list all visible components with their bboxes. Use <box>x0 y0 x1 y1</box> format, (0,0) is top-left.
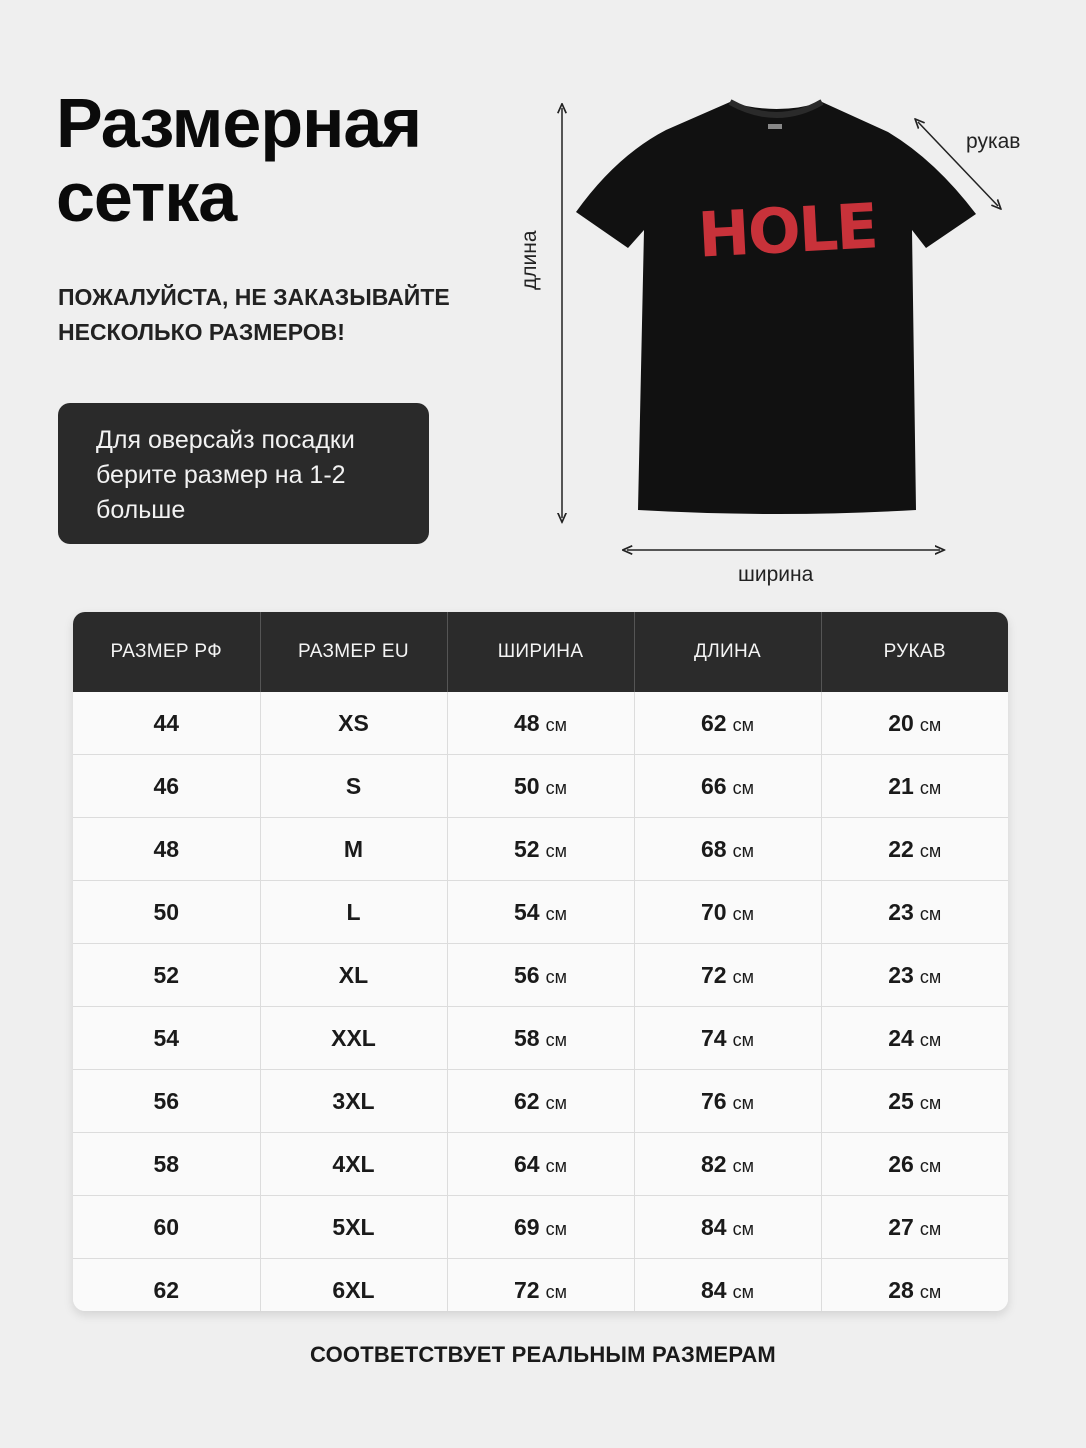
length-label: длина <box>518 230 541 290</box>
table-row <box>73 755 1008 818</box>
cell-size-eu <box>260 818 447 881</box>
cell-size-ru <box>73 881 260 944</box>
unit-label: см <box>919 777 942 798</box>
size-table-card <box>73 612 1008 1311</box>
table-row <box>73 881 1008 944</box>
cell-size-ru <box>73 755 260 818</box>
cell-value: 69 <box>514 1213 540 1240</box>
table-row <box>73 818 1008 881</box>
cell-value: 56 <box>153 1087 180 1114</box>
cell-length <box>634 755 821 818</box>
cell-length <box>634 1196 821 1259</box>
unit-label: см <box>732 903 754 924</box>
cell-value: 58 <box>153 1150 180 1177</box>
unit-label: см <box>919 1281 942 1302</box>
tshirt-illustration <box>540 90 1020 590</box>
cell-value: 6XL <box>332 1276 375 1303</box>
cell-size-eu <box>260 755 447 818</box>
unit-label: см <box>919 840 942 861</box>
cell-width <box>447 1259 634 1312</box>
cell-sleeve <box>821 1259 1008 1312</box>
cell-width <box>447 1196 634 1259</box>
cell-width <box>447 1133 634 1196</box>
header-length: ДЛИНА <box>634 612 821 692</box>
cell-value: 76 <box>701 1087 727 1114</box>
cell-value: 58 <box>514 1024 540 1051</box>
unit-label: см <box>919 1155 942 1176</box>
note-line-3: больше <box>96 496 186 524</box>
unit-label: см <box>919 903 942 924</box>
cell-sleeve <box>821 818 1008 881</box>
unit-label: см <box>545 1155 567 1176</box>
cell-value: 56 <box>514 961 540 988</box>
unit-label: см <box>545 1029 567 1050</box>
tshirt-shape <box>576 102 976 514</box>
cell-length <box>634 692 821 755</box>
cell-length <box>634 944 821 1007</box>
cell-value: 23 <box>888 961 914 988</box>
unit-label: см <box>545 966 567 987</box>
unit-label: см <box>919 1218 942 1239</box>
cell-sleeve <box>821 755 1008 818</box>
unit-label: см <box>919 1029 942 1050</box>
cell-value: 50 <box>153 898 180 925</box>
unit-label: см <box>919 1092 942 1113</box>
cell-length <box>634 818 821 881</box>
cell-size-ru <box>73 1070 260 1133</box>
title-line-2: сетка <box>56 158 237 236</box>
cell-size-ru <box>73 944 260 1007</box>
cell-size-eu <box>260 881 447 944</box>
unit-label: см <box>919 714 942 735</box>
cell-value: 84 <box>701 1213 727 1240</box>
cell-sleeve <box>821 692 1008 755</box>
cell-value: 22 <box>888 835 914 862</box>
cell-value: 82 <box>701 1150 727 1177</box>
cell-value: XL <box>338 961 369 988</box>
cell-value: 62 <box>514 1087 540 1114</box>
cell-value: 48 <box>153 835 180 862</box>
cell-width <box>447 881 634 944</box>
cell-size-eu <box>260 1196 447 1259</box>
cell-size-eu <box>260 1007 447 1070</box>
cell-width <box>447 1007 634 1070</box>
unit-label: см <box>732 1281 754 1302</box>
cell-sleeve <box>821 944 1008 1007</box>
unit-label: см <box>545 1218 567 1239</box>
cell-size-eu <box>260 944 447 1007</box>
unit-label: см <box>732 840 754 861</box>
unit-label: см <box>732 1155 754 1176</box>
table-row <box>73 1133 1008 1196</box>
page-title <box>56 86 421 234</box>
cell-value: 62 <box>153 1276 180 1303</box>
cell-length <box>634 1070 821 1133</box>
cell-size-ru <box>73 692 260 755</box>
oversize-note <box>58 403 429 544</box>
unit-label: см <box>545 777 567 798</box>
unit-label: см <box>732 966 754 987</box>
cell-length <box>634 1133 821 1196</box>
width-label: ширина <box>738 563 814 586</box>
cell-value: L <box>346 898 361 925</box>
cell-value: 28 <box>888 1276 914 1303</box>
tshirt-diagram <box>540 90 1020 590</box>
cell-value: 48 <box>514 709 540 736</box>
sleeve-label: рукав <box>966 130 1021 153</box>
cell-size-ru <box>73 1133 260 1196</box>
cell-value: 52 <box>153 961 180 988</box>
cell-value: XXL <box>331 1024 376 1051</box>
cell-value: 4XL <box>332 1150 375 1177</box>
cell-width <box>447 944 634 1007</box>
cell-value: 23 <box>888 898 914 925</box>
cell-value: 70 <box>701 898 727 925</box>
unit-label: см <box>545 714 567 735</box>
cell-value: M <box>343 835 364 862</box>
table-row <box>73 692 1008 755</box>
cell-value: 72 <box>514 1276 540 1303</box>
cell-size-eu <box>260 692 447 755</box>
cell-value: 64 <box>514 1150 540 1177</box>
cell-size-eu <box>260 1070 447 1133</box>
unit-label: см <box>545 903 567 924</box>
table-row <box>73 944 1008 1007</box>
cell-value: 5XL <box>332 1213 375 1240</box>
header-size-ru: РАЗМЕР РФ <box>73 612 260 692</box>
cell-value: 60 <box>153 1213 180 1240</box>
cell-value: 54 <box>153 1024 180 1051</box>
cell-value: 25 <box>888 1087 914 1114</box>
cell-value: 54 <box>514 898 540 925</box>
cell-value: XS <box>338 709 369 736</box>
table-header-row <box>73 612 1008 692</box>
unit-label: см <box>732 1218 754 1239</box>
cell-size-ru <box>73 818 260 881</box>
unit-label: см <box>732 1092 754 1113</box>
cell-length <box>634 881 821 944</box>
cell-value: S <box>345 772 362 799</box>
cell-sleeve <box>821 1196 1008 1259</box>
warning-line-2: НЕСКОЛЬКО РАЗМЕРОВ! <box>58 319 345 345</box>
cell-value: 50 <box>514 772 540 799</box>
unit-label: см <box>545 1092 567 1113</box>
header-width: ШИРИНА <box>447 612 634 692</box>
cell-sleeve <box>821 1133 1008 1196</box>
header-sleeve: РУКАВ <box>821 612 1008 692</box>
note-line-1: Для оверсайз посадки <box>96 426 355 454</box>
cell-size-eu <box>260 1133 447 1196</box>
cell-value: 3XL <box>332 1087 375 1114</box>
title-line-1: Размерная <box>56 84 422 162</box>
warning-line-1: ПОЖАЛУЙСТА, НЕ ЗАКАЗЫВАЙТЕ <box>58 284 450 310</box>
cell-size-ru <box>73 1007 260 1070</box>
unit-label: см <box>732 1029 754 1050</box>
cell-width <box>447 818 634 881</box>
cell-width <box>447 692 634 755</box>
cell-value: 62 <box>701 709 727 736</box>
cell-width <box>447 755 634 818</box>
unit-label: см <box>919 966 942 987</box>
cell-value: 24 <box>888 1024 914 1051</box>
cell-sleeve <box>821 1070 1008 1133</box>
cell-sleeve <box>821 1007 1008 1070</box>
unit-label: см <box>732 714 754 735</box>
size-table <box>73 612 1008 1311</box>
cell-value: 27 <box>888 1213 914 1240</box>
cell-size-eu <box>260 1259 447 1312</box>
cell-length <box>634 1007 821 1070</box>
footer-text: СООТВЕТСТВУЕТ РЕАЛЬНЫМ РАЗМЕРАМ <box>310 1342 776 1367</box>
cell-value: 66 <box>701 772 727 799</box>
table-row <box>73 1007 1008 1070</box>
table-row <box>73 1259 1008 1312</box>
unit-label: см <box>545 1281 567 1302</box>
cell-value: 20 <box>888 709 914 736</box>
cell-value: 84 <box>701 1276 727 1303</box>
unit-label: см <box>545 840 567 861</box>
note-line-2: берите размер на 1-2 <box>96 461 346 489</box>
unit-label: см <box>732 777 754 798</box>
cell-size-ru <box>73 1259 260 1312</box>
cell-sleeve <box>821 881 1008 944</box>
cell-value: 46 <box>153 772 180 799</box>
cell-value: 26 <box>888 1150 914 1177</box>
table-row <box>73 1196 1008 1259</box>
cell-width <box>447 1070 634 1133</box>
cell-value: 44 <box>153 709 180 736</box>
cell-value: 72 <box>701 961 727 988</box>
tshirt-logo: HOLE <box>696 189 879 272</box>
cell-value: 52 <box>514 835 540 862</box>
cell-value: 21 <box>888 772 914 799</box>
warning-text <box>58 280 450 350</box>
table-row <box>73 1070 1008 1133</box>
cell-value: 74 <box>701 1024 727 1051</box>
cell-size-ru <box>73 1196 260 1259</box>
header-size-eu: РАЗМЕР EU <box>260 612 447 692</box>
cell-length <box>634 1259 821 1312</box>
cell-value: 68 <box>701 835 727 862</box>
